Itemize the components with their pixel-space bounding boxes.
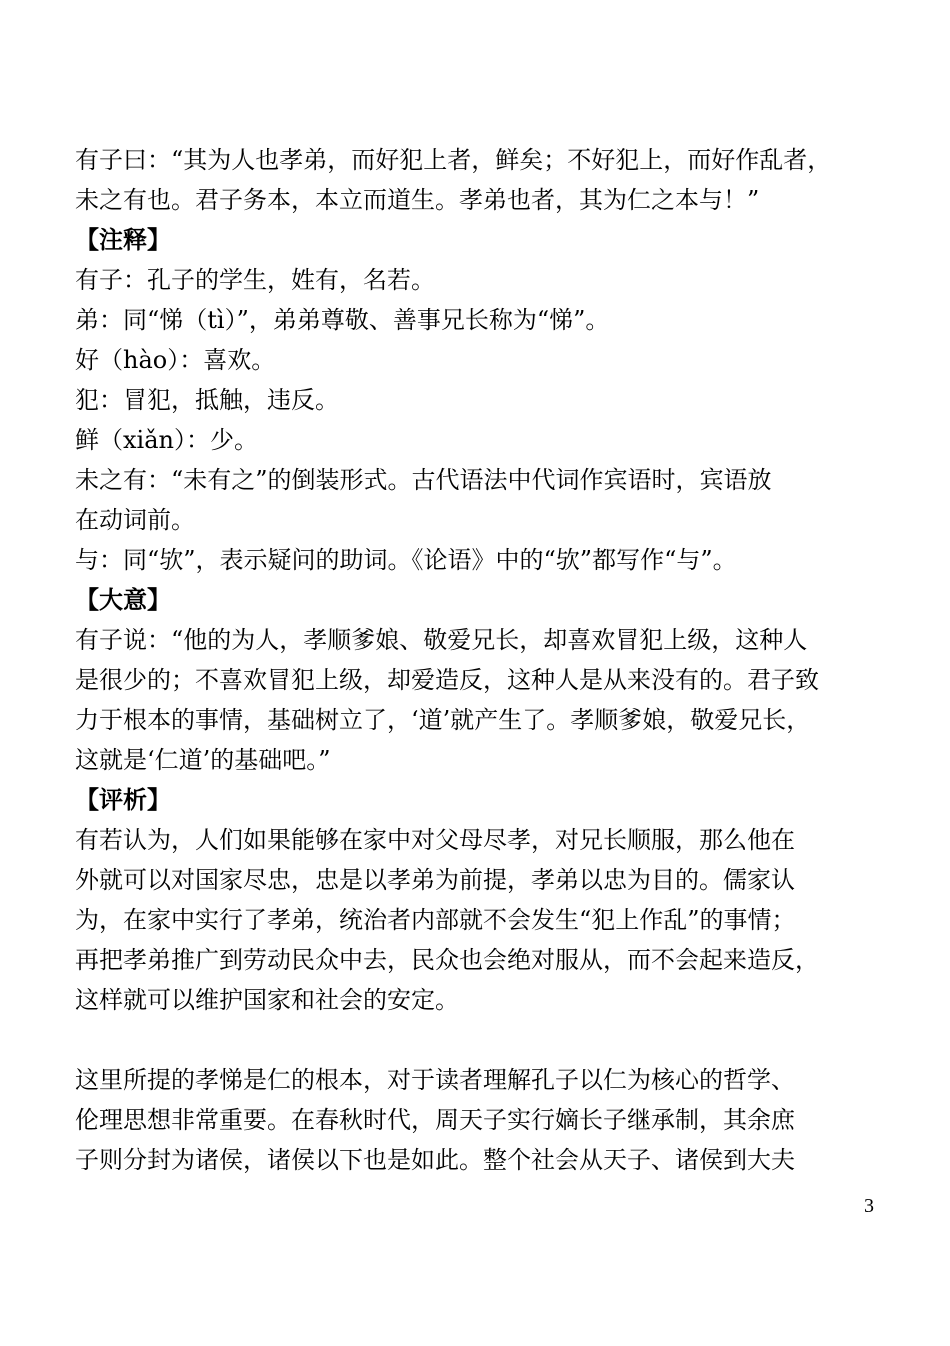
paragraph-spacer [75,1020,880,1060]
page-number: 3 [864,1195,874,1217]
note-line: 在动词前。 [75,506,195,534]
note-line: 未之有：“未有之”的倒装形式。古代语法中代词作宾语时，宾语放 [75,466,772,494]
note-line: 弟：同“悌（tì）”，弟弟尊敬、善事兄长称为“悌”。 [75,306,610,334]
notes-heading: 【注释】 [75,225,171,254]
analysis-line: 子则分封为诸侯，诸侯以下也是如此。整个社会从天子、诸侯到大夫 [75,1146,795,1174]
meaning-line: 是很少的；不喜欢冒犯上级，却爱造反，这种人是从来没有的。君子致 [75,666,819,694]
note-line: 与：同“欤”，表示疑问的助词。《论语》中的“欤”都写作“与”。 [75,546,737,574]
note-line: 犯：冒犯，抵触，违反。 [75,386,339,414]
note-line: 好（hào）：喜欢。 [75,346,276,374]
analysis-line: 这样就可以维护国家和社会的安定。 [75,986,459,1014]
analysis-line: 外就可以对国家尽忠，忠是以孝弟为前提，孝弟以忠为目的。儒家认 [75,866,795,894]
quote-line: 有子曰：“其为人也孝弟，而好犯上者，鲜矣；不好犯上，而好作乱者， [75,146,832,174]
analysis-line: 再把孝弟推广到劳动民众中去，民众也会绝对服从，而不会起来造反， [75,946,819,974]
meaning-line: 有子说：“他的为人，孝顺爹娘、敬爱兄长，却喜欢冒犯上级，这种人 [75,626,808,654]
meaning-line: 这就是‘仁道’的基础吧。” [75,746,331,774]
document-page [75,140,880,1180]
note-line: 鲜（xiǎn）：少。 [75,426,258,454]
meaning-line: 力于根本的事情，基础树立了，‘道’就产生了。孝顺爹娘，敬爱兄长， [75,706,811,734]
analysis-line: 有若认为，人们如果能够在家中对父母尽孝，对兄长顺服，那么他在 [75,826,795,854]
analysis-heading: 【评析】 [75,785,171,814]
analysis-line: 这里所提的孝悌是仁的根本，对于读者理解孔子以仁为核心的哲学、 [75,1066,795,1094]
meaning-heading: 【大意】 [75,585,171,614]
analysis-line: 为，在家中实行了孝弟，统治者内部就不会发生“犯上作乱”的事情； [75,906,796,934]
note-line: 有子：孔子的学生，姓有，名若。 [75,266,435,294]
analysis-line: 伦理思想非常重要。在春秋时代，周天子实行嫡长子继承制，其余庶 [75,1106,795,1134]
quote-line: 未之有也。君子务本，本立而道生。孝弟也者，其为仁之本与！” [75,186,760,214]
